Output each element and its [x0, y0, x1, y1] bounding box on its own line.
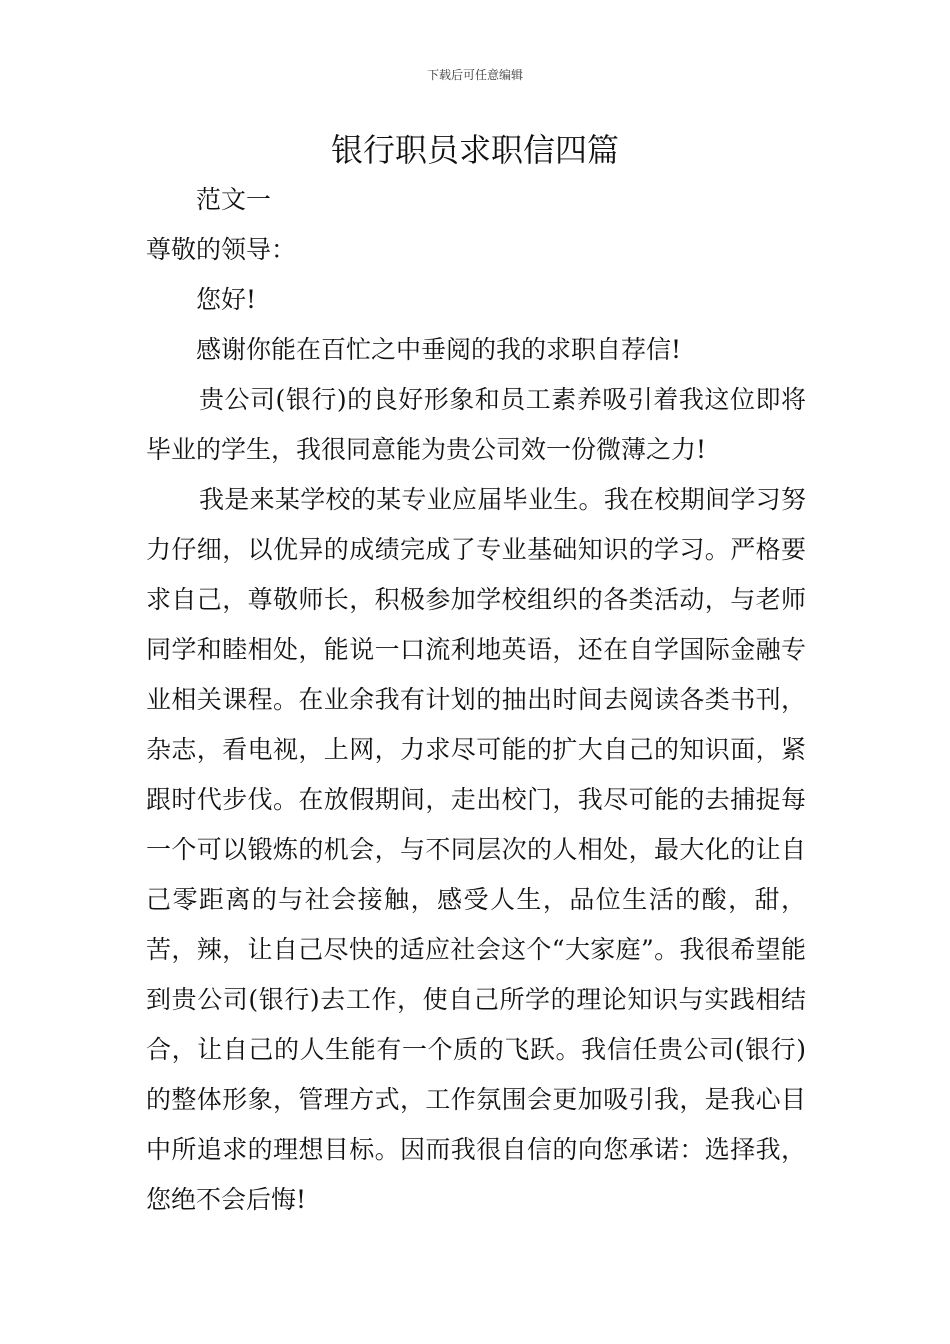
document-body: [146, 175, 806, 1225]
paragraph-interest: 贵公司(银行)的良好形象和员工素养吸引着我这位即将毕业的学生，我很同意能为贵公司效一份微薄之力!: [146, 385, 806, 464]
paragraph-thanks: 感谢你能在百忙之中垂阅的我的求职自荐信!: [196, 335, 682, 364]
greeting: 您好!: [196, 285, 257, 314]
document-title: 银行职员求职信四篇: [330, 131, 619, 169]
header-note: 下载后可任意编辑: [426, 68, 523, 82]
paragraph-background: 我是来某学校的某专业应届毕业生。我在校期间学习努力仔细，以优异的成绩完成了专业基础知识的学习。严格要求自己，尊敬师长，积极参加学校组织的各类活动，与老师同学和睦相处，能说一口流利地英语，还在自学国际金融专业相关课程。在业余我有计划的抽出时间去阅读各类书刊，杂志，看电视，上网，力求尽可能的扩大自己的知识面，紧跟时代步伐。在放假期间，走出校门，我尽可能的去捕捉每一个可以锻炼的机会，与不同层次的人相处，最大化的让自己零距离的与社会接触，感受人生，品位生活的酸，甜，苦，辣，让自己尽快的适应社会这个“大家庭”。我很希望能到贵公司(银行)去工作，使自己所学的理论知识与实践相结合，让自己的人生能有一个质的飞跃。我信任贵公司(银行)的整体形象，管理方式，工作氛围会更加吸引我，是我心目中所追求的理想目标。因而我很自信的向您承诺：选择我，您绝不会后悔!: [146, 485, 806, 1214]
section-label: 范文一: [196, 185, 272, 214]
salutation: 尊敬的领导：: [146, 235, 297, 264]
